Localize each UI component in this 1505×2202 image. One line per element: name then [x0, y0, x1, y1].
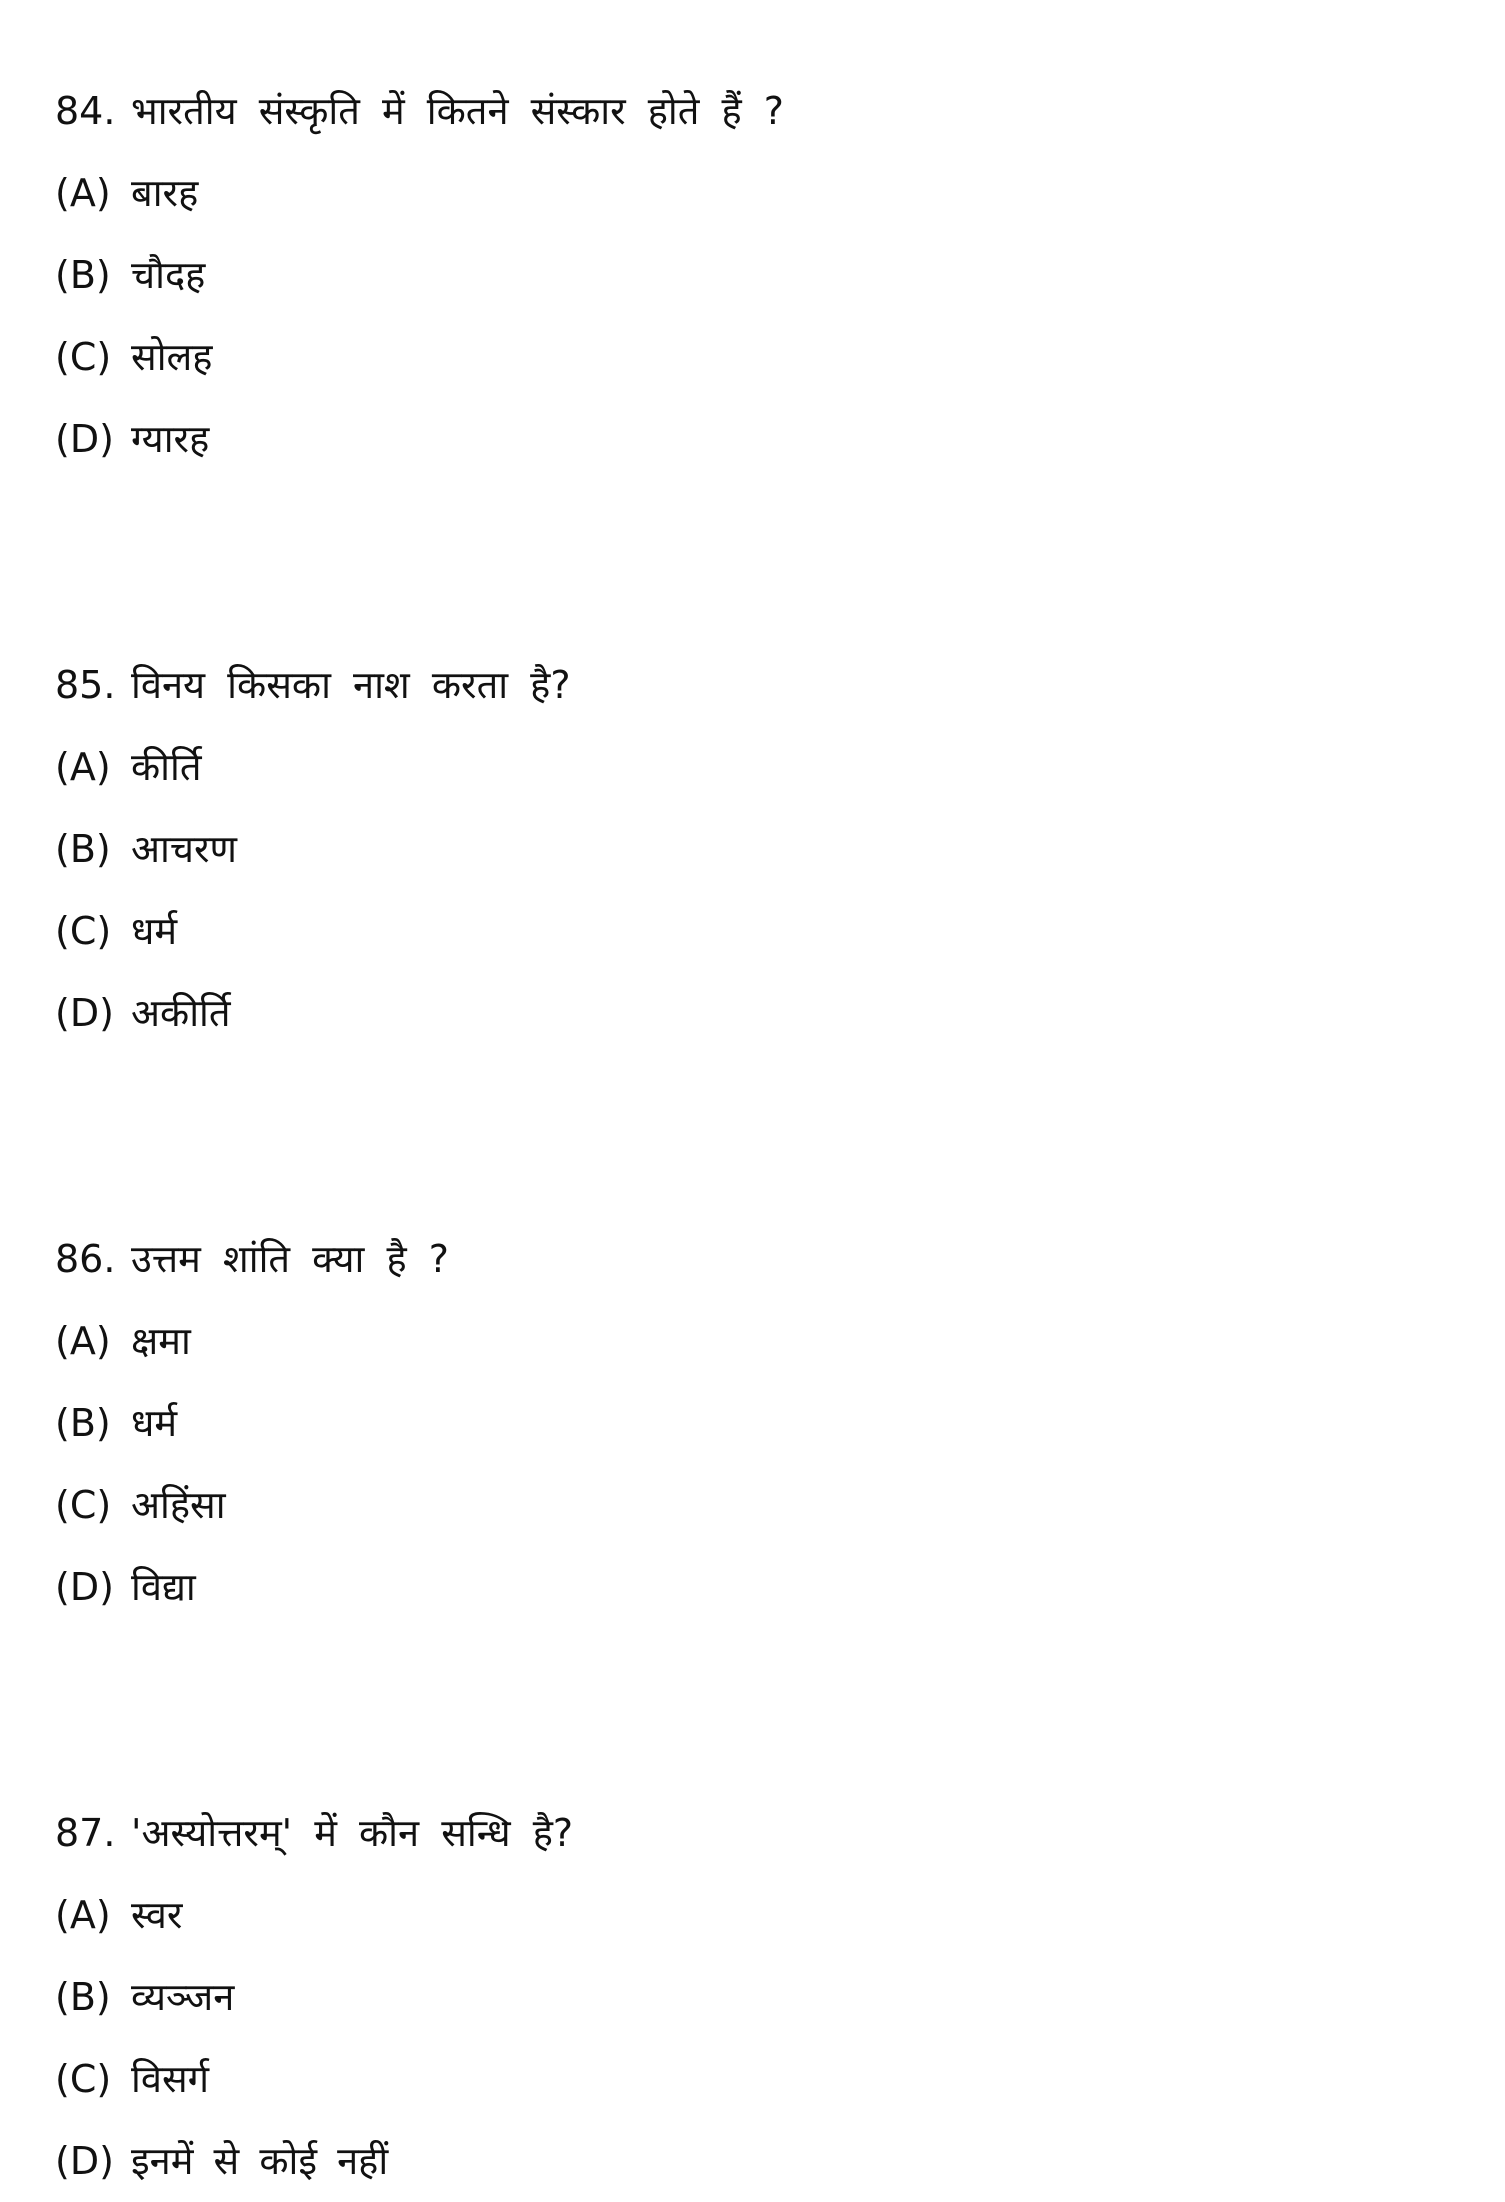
option-d [55, 972, 1455, 1054]
question-line [55, 1218, 1455, 1300]
question-spacer [55, 1054, 1455, 1218]
option-text: सोलह [131, 335, 213, 379]
option-b [55, 808, 1455, 890]
question-text: 'अस्योत्तरम्' में कौन सन्धि है? [131, 1811, 574, 1855]
option-label: (A) [55, 1893, 111, 1937]
option-label: (B) [55, 1975, 111, 2019]
option-c [55, 890, 1455, 972]
option-text: कीर्ति [131, 745, 202, 789]
option-d [55, 398, 1455, 480]
option-label: (C) [55, 909, 112, 953]
question-text: उत्तम शांति क्या है ? [131, 1237, 449, 1281]
option-text: धर्म [131, 1401, 178, 1445]
question-number: 85. [55, 663, 116, 707]
option-label: (D) [55, 417, 114, 461]
option-label: (A) [55, 745, 111, 789]
option-text: चौदह [131, 253, 206, 297]
option-text: क्षमा [131, 1319, 191, 1363]
option-a [55, 1874, 1455, 1956]
question-86 [55, 1218, 1455, 1628]
option-c [55, 1464, 1455, 1546]
option-text: विसर्ग [131, 2057, 210, 2101]
question-87 [55, 1792, 1455, 2202]
option-text: अहिंसा [131, 1483, 226, 1527]
question-page [55, 70, 1455, 2202]
question-line [55, 644, 1455, 726]
option-a [55, 726, 1455, 808]
option-label: (A) [55, 1319, 111, 1363]
option-d [55, 1546, 1455, 1628]
option-label: (D) [55, 991, 114, 1035]
option-text: ग्यारह [131, 417, 210, 461]
question-spacer [55, 1628, 1455, 1792]
option-text: धर्म [131, 909, 178, 953]
option-label: (C) [55, 2057, 112, 2101]
option-label: (B) [55, 1401, 111, 1445]
option-d [55, 2120, 1455, 2202]
option-b [55, 234, 1455, 316]
option-text: व्यञ्जन [131, 1975, 235, 2019]
option-label: (D) [55, 2139, 114, 2183]
question-number: 87. [55, 1811, 116, 1855]
option-label: (C) [55, 1483, 112, 1527]
question-number: 86. [55, 1237, 116, 1281]
option-c [55, 2038, 1455, 2120]
option-label: (B) [55, 253, 111, 297]
question-number: 84. [55, 89, 116, 133]
question-line [55, 1792, 1455, 1874]
question-line [55, 70, 1455, 152]
option-a [55, 1300, 1455, 1382]
option-label: (B) [55, 827, 111, 871]
option-label: (A) [55, 171, 111, 215]
option-text: इनमें से कोई नहीं [131, 2139, 389, 2183]
question-spacer [55, 480, 1455, 644]
option-text: आचरण [131, 827, 237, 871]
option-b [55, 1382, 1455, 1464]
option-label: (C) [55, 335, 112, 379]
option-b [55, 1956, 1455, 2038]
option-label: (D) [55, 1565, 114, 1609]
option-c [55, 316, 1455, 398]
option-text: बारह [131, 171, 199, 215]
question-text: भारतीय संस्कृति में कितने संस्कार होते हैं ? [131, 89, 784, 133]
option-text: स्वर [131, 1893, 183, 1937]
option-text: विद्या [131, 1565, 196, 1609]
question-85 [55, 644, 1455, 1054]
question-text: विनय किसका नाश करता है? [131, 663, 571, 707]
option-a [55, 152, 1455, 234]
option-text: अकीर्ति [131, 991, 231, 1035]
question-84 [55, 70, 1455, 480]
